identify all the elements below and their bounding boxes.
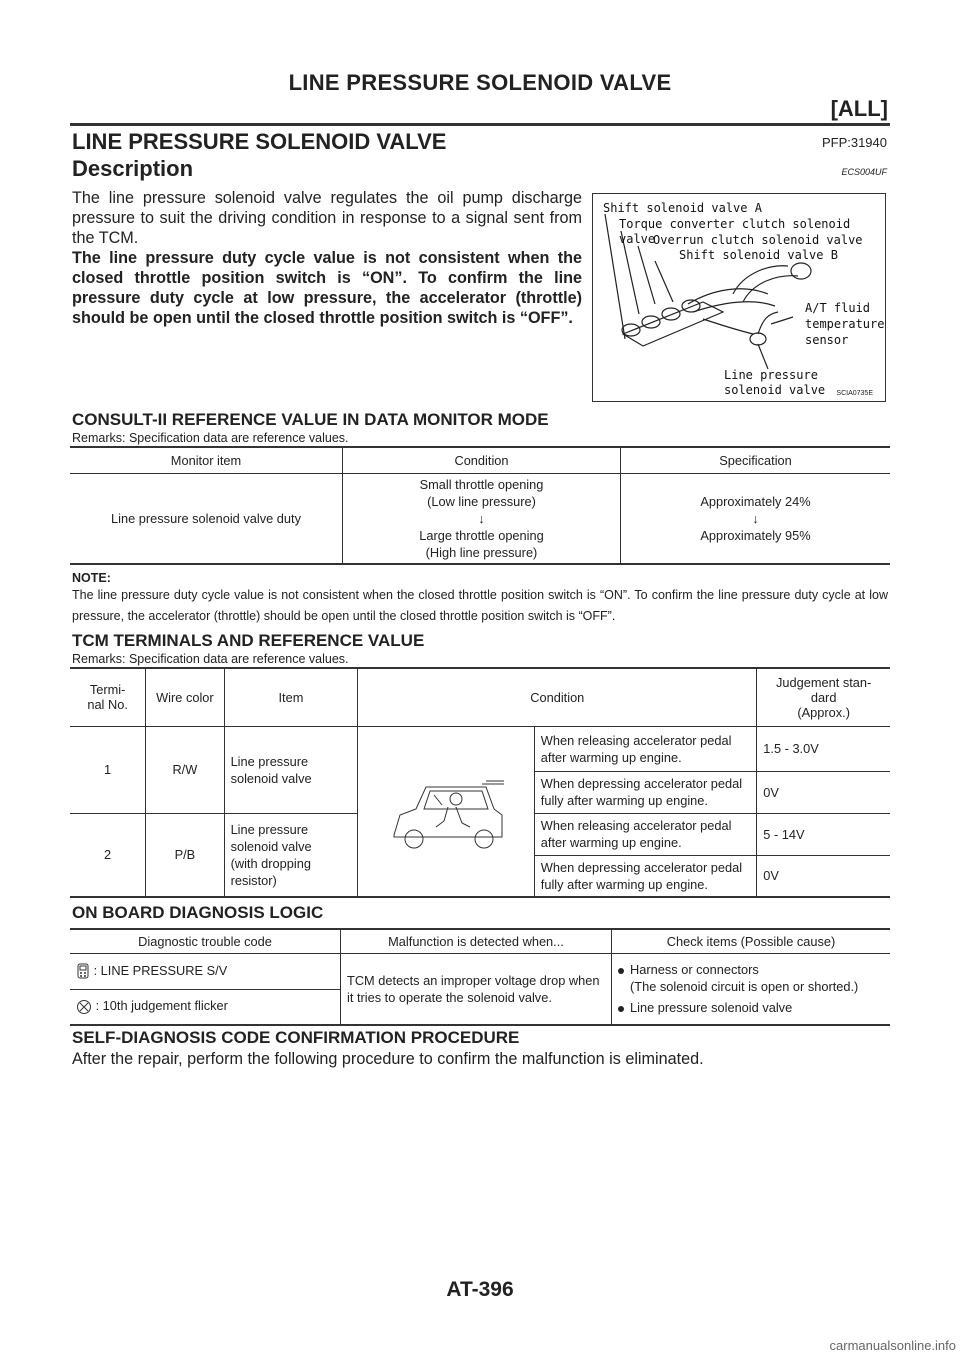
label-shift-solenoid-a: Shift solenoid valve A	[603, 201, 762, 215]
consult-ii-icon	[76, 963, 90, 979]
tcm-header-condition: Condition	[358, 668, 757, 726]
tcm-table	[70, 667, 890, 898]
page-number: AT-396	[446, 1278, 514, 1301]
tcm-judgement: 0V	[757, 771, 890, 813]
spec-line: Approximately 95%	[700, 527, 811, 543]
header-divider	[70, 123, 890, 126]
consult-monitor-item: Line pressure solenoid valve duty	[111, 510, 301, 526]
consult-condition	[343, 473, 621, 564]
header-line: Judgement stan-	[775, 674, 872, 690]
tcm-wire: R/W	[146, 726, 224, 813]
tcm-header-item: Item	[224, 668, 358, 726]
check-item	[618, 961, 884, 978]
tcm-condition: When releasing accelerator pedal after warming up engine.	[534, 813, 756, 855]
item-line: Line pressure	[230, 753, 309, 769]
header-line: nal No.	[87, 697, 128, 713]
item-line: solenoid valve	[230, 770, 312, 786]
tcm-terminal: 2	[104, 847, 112, 863]
condition-line: (High line pressure)	[425, 544, 538, 560]
obd-heading: ON BOARD DIAGNOSIS LOGIC	[72, 903, 324, 922]
label-overrun-clutch: Overrun clutch solenoid valve	[653, 233, 863, 247]
tcm-header-judgement	[757, 668, 890, 726]
tcm-item	[224, 726, 358, 813]
item-line: (with dropping	[230, 855, 311, 871]
consult-specification	[621, 473, 891, 564]
header-line: dard	[810, 689, 837, 705]
label-line-pressure-1: Line pressure	[724, 368, 818, 382]
obd-malfunction: TCM detects an improper voltage drop when it tries to operate the solenoid valve.	[341, 953, 612, 1025]
consult-row	[70, 473, 890, 564]
tcm-header-wire: Wire color	[146, 668, 224, 726]
tcm-condition: When depressing accelerator pedal fully after warming up engine.	[534, 771, 756, 813]
obd-header-row	[70, 929, 890, 953]
tcm-condition: When releasing accelerator pedal after warming up engine.	[534, 726, 756, 771]
driver-pedal-illustration	[358, 726, 535, 897]
consult-header: Condition	[343, 447, 621, 473]
consult-header: Specification	[621, 447, 891, 473]
tcm-heading: TCM TERMINALS AND REFERENCE VALUE	[72, 631, 425, 650]
solenoid-valve-figure	[592, 193, 886, 402]
obd-row	[70, 953, 890, 989]
obd-code-consult	[70, 953, 341, 989]
label-atf-sensor-1: A/T fluid	[805, 301, 871, 315]
spec-line: Approximately 24%	[700, 493, 811, 509]
label-shift-solenoid-b: Shift solenoid valve B	[679, 248, 838, 262]
description-code: ECS004UF	[841, 167, 887, 177]
arrow-down-icon: ↓	[752, 510, 759, 526]
tcm-header-terminal	[70, 668, 146, 726]
section-title: LINE PRESSURE SOLENOID VALVE	[72, 129, 447, 154]
consult-heading: CONSULT-II REFERENCE VALUE IN DATA MONITOR MODE	[72, 410, 549, 429]
item-line: solenoid valve	[230, 838, 312, 854]
item-line: resistor)	[230, 872, 277, 888]
check-item-detail: (The solenoid circuit is open or shorted.)	[630, 979, 859, 995]
tcm-terminal: 1	[104, 762, 112, 777]
tcm-remarks: Remarks: Specification data are reference values.	[72, 652, 349, 666]
obd-code-label: : 10th judgement flicker	[95, 998, 228, 1014]
figure-id: SCIA0735E	[836, 390, 873, 397]
obd-header: Malfunction is detected when...	[341, 929, 612, 953]
item-line: Line pressure	[230, 821, 309, 837]
obd-table	[70, 928, 890, 1026]
obd-check-items	[612, 953, 891, 1025]
obd-code-flicker	[70, 989, 341, 1025]
bullet-icon	[618, 968, 624, 974]
condition-line: Large throttle opening	[419, 527, 544, 543]
consult-remarks: Remarks: Specification data are reference values.	[72, 431, 349, 445]
bullet-icon	[618, 1006, 624, 1012]
condition-line: Small throttle opening	[419, 476, 544, 492]
label-atf-sensor-3: sensor	[805, 333, 849, 347]
selfdiag-text: After the repair, perform the following procedure to confirm the malfunction is eliminated.	[72, 1050, 704, 1068]
header-line: (Approx.)	[797, 704, 850, 720]
tcm-judgement: 1.5 - 3.0V	[757, 726, 890, 771]
tcm-condition: When depressing accelerator pedal fully after warming up engine.	[534, 855, 756, 897]
label-torque-converter: Torque converter clutch solenoid valve	[619, 217, 851, 246]
description-bold: The line pressure duty cycle value is not consistent when the closed throttle position switch is “ON”. To confirm the line pressure duty cycle at low pressure, the accelerator (throttle) should be open until the closed throttle position switch is “OFF”.	[72, 249, 582, 327]
tcm-judgement: 0V	[757, 855, 890, 897]
driver-in-car-icon	[386, 765, 506, 855]
check-item-text: Harness or connectors	[630, 962, 759, 978]
note-text: The line pressure duty cycle value is not consistent when the closed throttle position switch is “ON”. To confirm the line pressure duty cycle at low pressure, the accelerator (throttle) should be open until the closed throttle position switch is “OFF”.	[72, 588, 888, 623]
check-item-text: Line pressure solenoid valve	[630, 1000, 793, 1016]
obd-code-label: : LINE PRESSURE S/V	[93, 962, 228, 978]
consult-header: Monitor item	[170, 452, 242, 468]
label-atf-sensor-2: temperature	[805, 317, 885, 331]
check-item	[618, 999, 884, 1016]
condition-line: (Low line pressure)	[427, 493, 536, 509]
consult-header-row	[70, 447, 890, 473]
selfdiag-heading: SELF-DIAGNOSIS CODE CONFIRMATION PROCEDURE	[72, 1028, 520, 1047]
tcm-item	[224, 813, 358, 897]
description-normal: The line pressure solenoid valve regulates the oil pump discharge pressure to suit the driving condition in response to a signal sent from the TCM.	[72, 189, 582, 247]
header-line: Termi-	[89, 682, 126, 698]
note-heading: NOTE:	[72, 571, 111, 585]
watermark: carmanualsonline.info	[829, 1338, 956, 1353]
part-number: PFP:31940	[821, 135, 887, 150]
tcm-header-row	[70, 668, 890, 726]
tcm-row	[70, 726, 890, 771]
page-header-title: LINE PRESSURE SOLENOID VALVE	[288, 70, 672, 95]
obd-header: Check items (Possible cause)	[612, 929, 891, 953]
page-header-tag: [ALL]	[830, 96, 888, 121]
consult-table	[70, 446, 890, 565]
arrow-down-icon: ↓	[478, 510, 485, 526]
tcm-wire: P/B	[146, 813, 224, 897]
obd-header: Diagnostic trouble code	[138, 933, 272, 949]
label-line-pressure-2: solenoid valve	[724, 383, 826, 397]
flicker-indicator-icon	[76, 999, 92, 1015]
description-heading: Description	[72, 156, 194, 181]
description-text	[72, 188, 582, 328]
tcm-judgement: 5 - 14V	[757, 813, 890, 855]
